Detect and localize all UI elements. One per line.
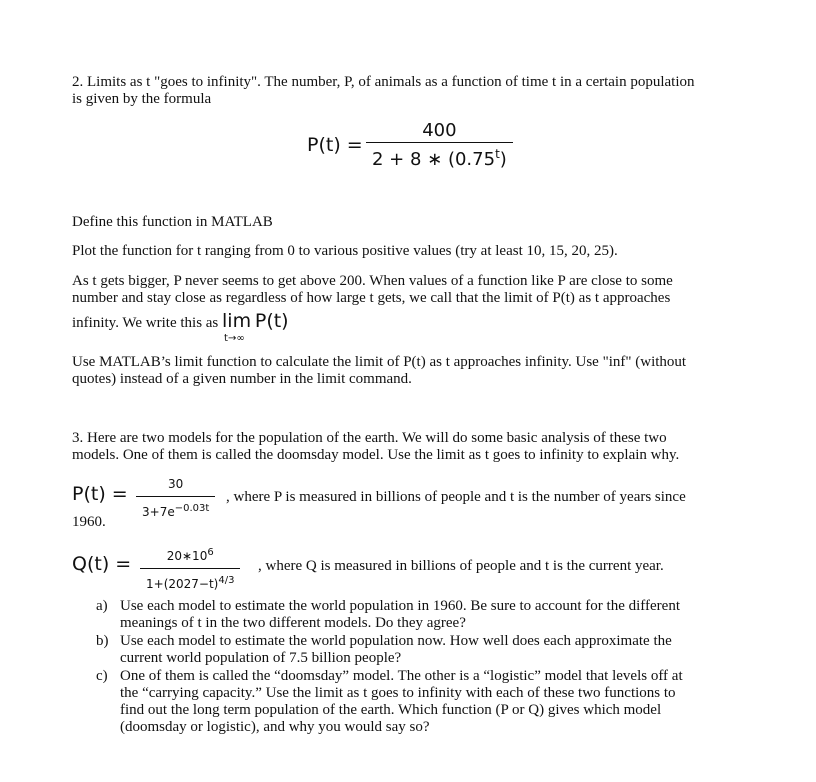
- model-p-description: , where P is measured in billions of people and t is the number of years since: [226, 489, 686, 505]
- model-p-denominator: [136, 496, 215, 521]
- formula-p-numerator: 400: [422, 120, 457, 141]
- formula-p-fraction: [366, 122, 513, 168]
- model-p-numerator: 30: [168, 477, 184, 491]
- list-b-line1: Use each model to estimate the world population now. How well does each approximate the: [120, 633, 672, 649]
- model-q-denominator: [140, 568, 240, 593]
- problem3-intro: [72, 430, 752, 464]
- list-marker-c: c): [96, 668, 108, 684]
- use-line2: quotes) instead of a given number in the limit command.: [72, 371, 412, 387]
- formula-p-denominator: [366, 142, 513, 168]
- problem2-intro: [72, 74, 752, 108]
- lim-expr: P(t): [254, 310, 289, 332]
- problem2-intro-line2: is given by the formula: [72, 91, 212, 107]
- plot-instruction: Plot the function for t ranging from 0 to various positive values (try at least 10, 15, 20, 25).: [72, 243, 618, 259]
- formula-p-lhs: P(t) =: [307, 134, 363, 156]
- list-marker-b: b): [96, 633, 109, 649]
- model-p-lhs: P(t) =: [72, 483, 128, 505]
- model-p-description-line2: 1960.: [72, 514, 106, 530]
- lim-word: lim: [222, 310, 252, 332]
- list-b-line2: current world population of 7.5 billion people?: [120, 650, 402, 666]
- list-text-b: [120, 633, 740, 667]
- limit-line1: As t gets bigger, P never seems to get above 200. When values of a function like P are close to some: [72, 273, 673, 289]
- model-q-description: , where Q is measured in billions of people and t is the current year.: [258, 558, 664, 574]
- list-c-line4: (doomsday or logistic), and why you would say so?: [120, 719, 430, 735]
- lim-notation: [222, 312, 289, 344]
- list-marker-a: a): [96, 598, 108, 614]
- use-line1: Use MATLAB’s limit function to calculate the limit of P(t) as t approaches infinity. Use "inf" (without: [72, 354, 687, 370]
- model-p-den-main: 3+7e: [142, 505, 175, 519]
- problem2-intro-line1: 2. Limits as t "goes to infinity". The number, P, of animals as a function of time t in a certain population: [72, 74, 695, 90]
- problem3-intro-line2: models. One of them is called the doomsday model. Use the limit as t goes to infinity to explain why.: [72, 447, 680, 463]
- model-p-den-exp: −0.03t: [174, 503, 210, 514]
- list-c-line1: One of them is called the “doomsday” model. The other is a “logistic” model that levels off at: [120, 668, 683, 684]
- limit-line2: number and stay close as regardless of how large t gets, we call that the limit of P(t) as t approaches: [72, 290, 671, 306]
- define-instruction: Define this function in MATLAB: [72, 214, 273, 230]
- formula-p-den-exp: t: [495, 147, 500, 161]
- model-q-lhs: Q(t) =: [72, 553, 132, 575]
- list-a-line2: meanings of t in the two different models. Do they agree?: [120, 615, 466, 631]
- list-text-c: [120, 668, 740, 736]
- model-q-num-main: 20∗10: [166, 549, 208, 563]
- limit-line3-row: [72, 312, 752, 344]
- use-matlab-instruction: [72, 354, 752, 388]
- list-c-line2: the “carrying capacity.” Use the limit as t goes to infinity with each of these two functions to: [120, 685, 676, 701]
- list-c-line3: find out the long term population of the earth. Which function (P or Q) gives which model: [120, 702, 662, 718]
- limit-explanation: [72, 273, 752, 344]
- lim-word-row: [222, 312, 289, 331]
- formula-p-den-close: ): [499, 149, 507, 170]
- limit-line3: infinity. We write this as: [72, 315, 219, 331]
- list-text-a: [120, 598, 740, 632]
- problem3-intro-line1: 3. Here are two models for the population of the earth. We will do some basic analysis of these two: [72, 430, 667, 446]
- model-q-den-exp: 4/3: [218, 575, 235, 586]
- model-q-numerator: [161, 544, 220, 568]
- model-q-den-main: 1+(2027−t): [146, 577, 219, 591]
- list-a-line1: Use each model to estimate the world population in 1960. Be sure to account for the different: [120, 598, 680, 614]
- model-q-num-exp: 6: [207, 547, 214, 558]
- model-q-fraction: [140, 544, 240, 593]
- lim-subscript: t→∞: [224, 333, 245, 344]
- model-p-fraction: [136, 476, 215, 521]
- formula-p-den-main: 2 + 8 ∗ (0.75: [372, 149, 496, 170]
